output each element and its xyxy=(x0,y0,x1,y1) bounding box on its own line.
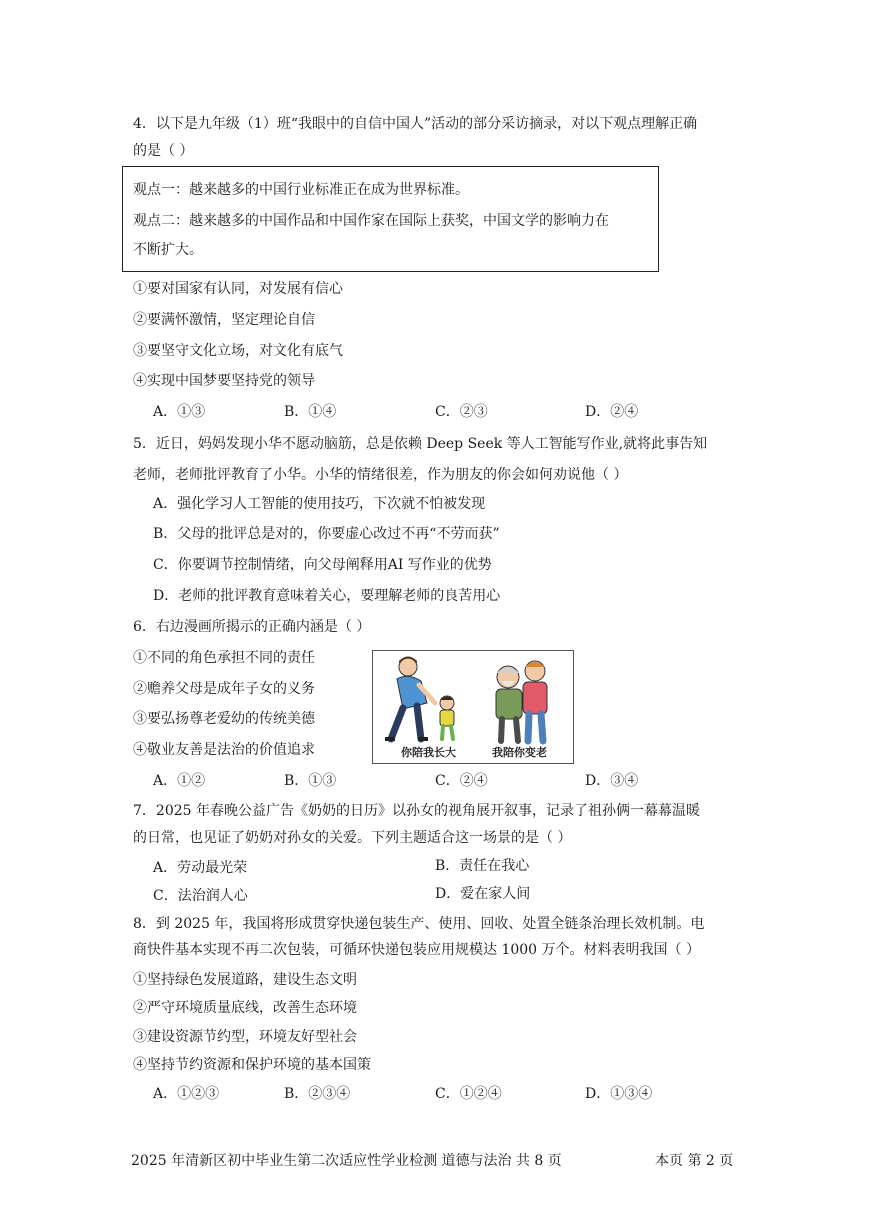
q6-item: ③要弘扬尊老爱幼的传统美德 xyxy=(133,711,315,727)
q4-option-b: B．①④ xyxy=(284,404,337,420)
q5-option-c: C．你要调节控制情绪，向父母阐释用AI 写作业的优势 xyxy=(153,557,492,573)
q4-item: ②要满怀激情，坚定理论自信 xyxy=(133,312,315,328)
elder-figure-icon xyxy=(496,666,522,741)
q4-item: ③要坚守文化立场，对文化有底气 xyxy=(133,343,343,359)
q6-item: ④敬业友善是法治的价值追求 xyxy=(133,742,315,758)
son-figure-icon xyxy=(523,661,547,741)
q6-option-b: B．①③ xyxy=(284,773,337,789)
q6-option-c: C．②④ xyxy=(435,773,488,789)
q7-stem-line1: 7．2025 年春晚公益广告《奶奶的日历》以孙女的视角展开叙事，记录了祖孙俩一幕幕温暖 xyxy=(133,803,700,819)
q6-option-a: A．①② xyxy=(153,773,206,789)
q4-item: ①要对国家有认同，对发展有信心 xyxy=(133,281,343,297)
q5-option-a: A．强化学习人工智能的使用技巧，下次就不怕被发现 xyxy=(153,496,486,512)
q8-stem-line2: 商快件基本实现不再二次包装，可循环快递包装应用规模达 1000 万个。材料表明我国（ ） xyxy=(133,942,700,958)
q8-option-d: D．①③④ xyxy=(585,1086,653,1102)
father-figure-icon xyxy=(385,657,435,742)
q4-option-d: D．②④ xyxy=(585,404,639,420)
caption-right: 我陪你变老 xyxy=(492,746,547,759)
q4-box-line2: 观点二：越来越多的中国作品和中国作家在国际上获奖，中国文学的影响力在 xyxy=(133,213,609,229)
q5-stem-line1: 5．近日，妈妈发现小华不愿动脑筋，总是依赖 Deep Seek 等人工智能写作业,就将此事告知 xyxy=(133,436,708,452)
q4-box-line1: 观点一：越来越多的中国行业标准正在成为世界标准。 xyxy=(133,182,469,198)
q4-option-c: C．②③ xyxy=(435,404,488,420)
q8-item: ④坚持节约资源和保护环境的基本国策 xyxy=(133,1057,371,1073)
q7-option-a: A．劳动最光荣 xyxy=(153,860,248,876)
footer-exam-info: 2025 年清新区初中毕业生第二次适应性学业检测 道德与法治 共 8 页 xyxy=(131,1153,562,1169)
q4-stem-line2: 的是（ ） xyxy=(133,143,194,159)
q8-option-c: C．①②④ xyxy=(435,1086,502,1102)
q7-option-d: D．爱在家人间 xyxy=(435,886,531,902)
footer-page-number: 本页 第 2 页 xyxy=(655,1153,734,1169)
q7-stem-line2: 的日常，也见证了奶奶对孙女的关爱。下列主题适合这一场景的是（ ） xyxy=(133,830,572,846)
q6-item: ②赡养父母是成年子女的义务 xyxy=(133,681,315,697)
family-cartoon-illustration xyxy=(372,650,574,764)
caption-left: 你陪我长大 xyxy=(401,746,456,759)
q8-item: ②严守环境质量底线，改善生态环境 xyxy=(133,1000,357,1016)
q8-option-b: B．②③④ xyxy=(284,1086,351,1102)
q5-stem-line2: 老师，老师批评教育了小华。小华的情绪很差，作为朋友的你会如何劝说他（ ） xyxy=(133,467,628,483)
q4-box-line3: 不断扩大。 xyxy=(133,242,203,258)
q8-stem-line1: 8．到 2025 年，我国将形成贯穿快递包装生产、使用、回收、处置全链条治理长效机制。电 xyxy=(133,916,705,932)
q6-option-d: D．③④ xyxy=(585,773,639,789)
q7-option-b: B．责任在我心 xyxy=(435,858,530,874)
q7-option-c: C．法治润人心 xyxy=(153,888,248,904)
q4-option-a: A．①③ xyxy=(153,404,206,420)
q6-item: ①不同的角色承担不同的责任 xyxy=(133,650,315,666)
q5-option-d: D．老师的批评教育意味着关心，要理解老师的良苦用心 xyxy=(153,588,501,604)
q6-stem: 6．右边漫画所揭示的正确内涵是（ ） xyxy=(133,619,371,635)
q8-item: ①坚持绿色发展道路，建设生态文明 xyxy=(133,972,357,988)
q4-stem-line1: 4．以下是九年级（1）班“我眼中的自信中国人”活动的部分采访摘录，对以下观点理解正确 xyxy=(133,116,698,132)
q8-item: ③建设资源节约型，环境友好型社会 xyxy=(133,1029,357,1045)
q4-item: ④实现中国梦要坚持党的领导 xyxy=(133,373,315,389)
q8-option-a: A．①②③ xyxy=(153,1086,220,1102)
q5-option-b: B．父母的批评总是对的，你要虚心改过不再“不劳而获” xyxy=(153,526,500,542)
child-figure-icon xyxy=(440,696,454,739)
